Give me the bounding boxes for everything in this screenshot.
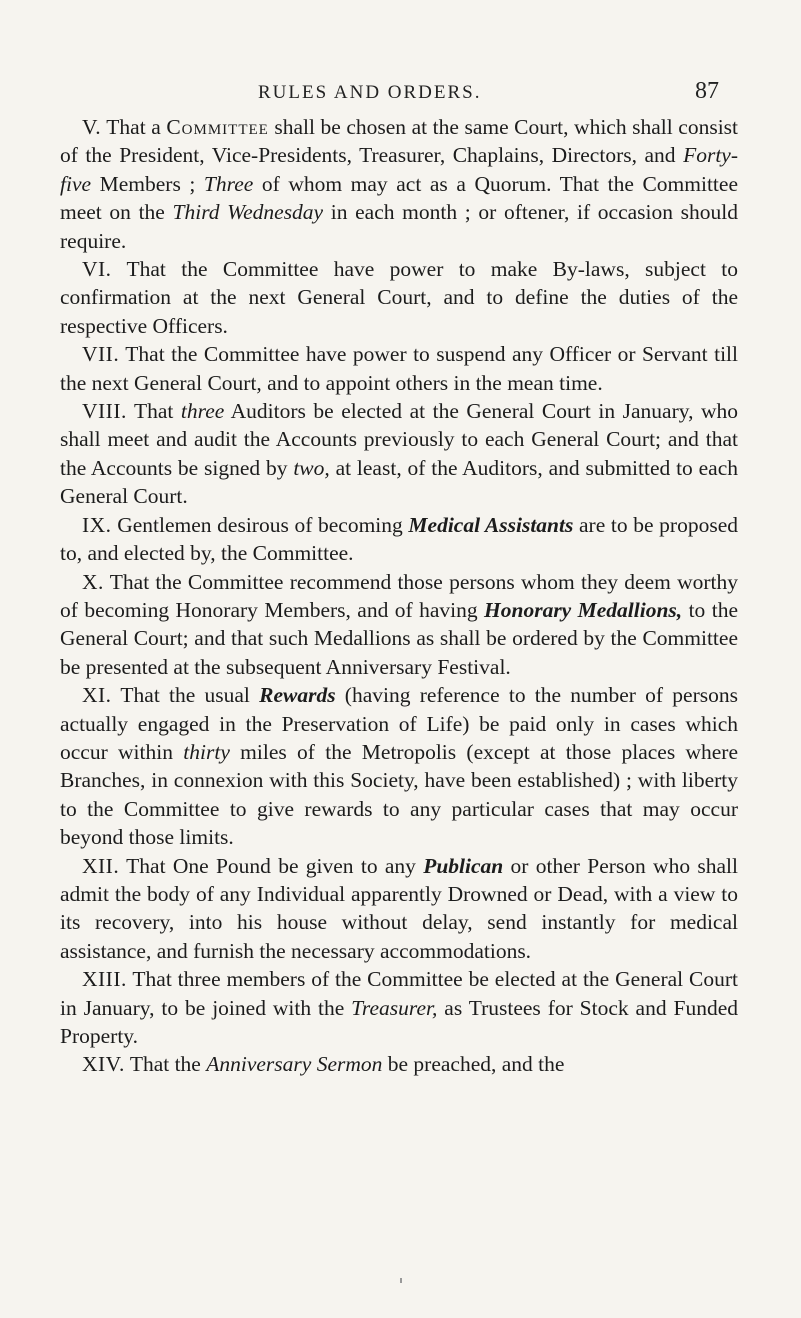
article-text: That the Committee recommend those persons whom they deem worthy of becoming Honorary Members, and of having (60, 569, 738, 622)
article-text: of whom may act as a Quorum. That the Committee meet on the (60, 171, 738, 225)
article-number: IX. (82, 512, 112, 537)
emphasized-text: Publican (423, 853, 504, 878)
running-title: RULES AND ORDERS. (258, 82, 482, 103)
emphasized-text: Committee (166, 115, 269, 139)
emphasized-text: thirty (183, 739, 230, 764)
print-speck (400, 1278, 402, 1283)
article-text: as Trustees for Stock and Funded Property. (60, 995, 739, 1048)
article-text: Members ; (91, 171, 204, 196)
article-text: be preached, and the (382, 1052, 565, 1077)
article-text: to the General Court; and that such Medallions as shall be ordered by the Committee be presented at the subsequent Anniversary Festival. (60, 597, 738, 679)
article-text: That the usual (111, 683, 260, 708)
article-number: VII. (82, 342, 120, 367)
article-text: That the (124, 1052, 207, 1077)
emphasized-text: Rewards (259, 683, 336, 708)
article-text: That (126, 399, 181, 424)
article-paragraph (60, 397, 738, 511)
article-text: That three members of the Committee be elected at the General Court in January, to be joined with the (60, 967, 738, 1020)
article-paragraph (60, 113, 738, 255)
article-text: are to be proposed to, and elected by, the Committee. (60, 512, 738, 566)
article-text: That One Pound be given to any (119, 853, 424, 878)
article-text: That the Committee have power to suspend any Officer or Servant till the next General Court, and to appoint others in the mean time. (60, 342, 738, 395)
article-paragraph (60, 340, 738, 397)
article-number: XIV. (82, 1052, 125, 1077)
emphasized-text: Three (203, 171, 254, 196)
article-paragraph (60, 511, 738, 568)
emphasized-text: Forty-five (60, 143, 738, 196)
article-text: That the Committee have power to make By-laws, subject to confirmation at the next General Court, and to define the duties of the respective Officers. (60, 257, 738, 338)
article-paragraph (60, 965, 738, 1050)
emphasized-text: Honorary Medallions, (484, 597, 683, 622)
body-text (60, 113, 738, 1079)
article-text: miles of the Metropolis (except at those places where Branches, in connexion with this Society, have been established) ; with liberty to the Committee to give rewards to any particular cases that may occur beyond those limits. (60, 739, 738, 850)
article-paragraph (60, 681, 738, 851)
article-text: (having reference to the number of persons actually engaged in the Preservation of Life) be paid only in cases which occur within (60, 683, 738, 764)
emphasized-text: Third Wednesday (172, 200, 324, 225)
article-paragraph (60, 568, 738, 682)
article-number: XI. (82, 683, 112, 708)
page-number: 87 (695, 78, 719, 104)
article-number: V. (82, 115, 102, 139)
article-number: VI. (82, 257, 112, 282)
article-paragraph (60, 852, 738, 966)
article-paragraph (60, 1050, 738, 1078)
article-text: at least, of the Auditors, and submitted to each General Court. (60, 455, 738, 509)
article-text: Gentlemen desirous of becoming (111, 512, 409, 537)
article-text: That a (101, 115, 167, 139)
article-number: XIII. (82, 967, 127, 992)
emphasized-text: Medical Assistants (408, 512, 574, 537)
article-text: in each month ; or oftener, if occasion should require. (60, 200, 738, 253)
article-number: X. (82, 569, 104, 594)
emphasized-text: Treasurer, (351, 995, 438, 1020)
article-text: or other Person who shall admit the body of any Individual apparently Drowned or Dead, with a view to its recovery, into his house without delay, send instantly for medical assistance, and furnish the necessary accommodations. (60, 853, 738, 963)
article-number: VIII. (82, 399, 127, 424)
article-text: Auditors be elected at the General Court in January, who shall meet and audit the Accounts previously to each General Court; and that the Accounts be signed by (60, 399, 738, 480)
emphasized-text: three (180, 399, 225, 424)
emphasized-text: Anniversary Sermon (206, 1052, 383, 1077)
article-paragraph (60, 255, 738, 340)
article-number: XII. (82, 853, 120, 878)
emphasized-text: two, (293, 455, 330, 480)
article-text: shall be chosen at the same Court, which shall consist of the President, Vice-Presidents, Treasurer, Chaplains, Directors, and (60, 115, 739, 168)
